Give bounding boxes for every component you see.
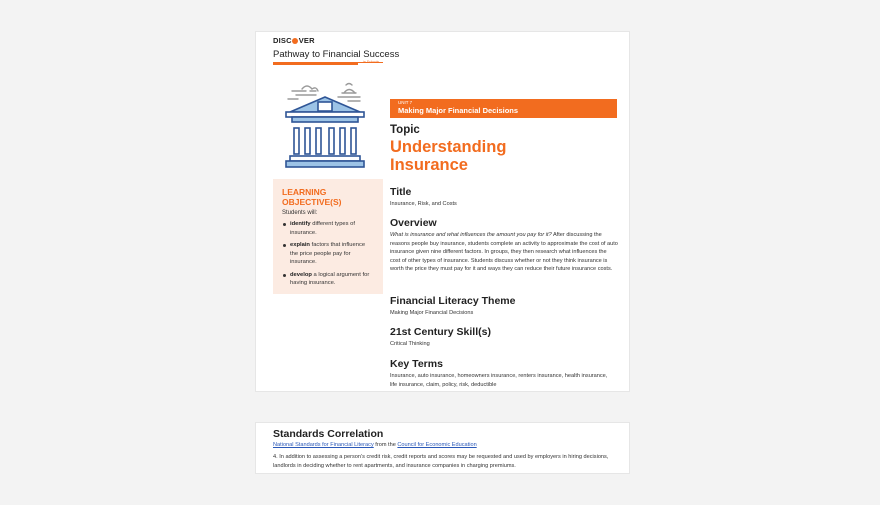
objective-text: different types of insurance. (290, 221, 355, 236)
topic-name-line-2: Insurance (390, 156, 468, 174)
unit-banner (390, 99, 617, 118)
learning-objectives-box (273, 179, 383, 294)
logo-dot (292, 38, 298, 44)
discover-logo (273, 36, 315, 45)
standards-source (273, 442, 477, 448)
lesson-page (255, 31, 630, 392)
logo-text-start: DISC (273, 36, 292, 45)
topic-heading: Topic (390, 124, 420, 136)
key-terms-heading: Key Terms (390, 358, 443, 370)
lesson-title-text: Insurance, Risk, and Costs (390, 201, 457, 207)
objective-text: factors that influence the price people pay for insurance. (290, 242, 366, 265)
list-item (282, 271, 374, 288)
theme-text: Making Major Financial Decisions (390, 310, 474, 316)
bank-building-icon (282, 82, 368, 174)
title-heading: Title (390, 186, 412, 198)
objective-text: a logical argument for having insurance. (290, 271, 370, 286)
key-terms-text: Insurance, auto insurance, homeowners insurance, renters insurance, health insurance, life insurance, claim, policy, risk, deductible (390, 373, 608, 388)
skills-text: Critical Thinking (390, 341, 430, 347)
overview-question: What is insurance and what influences the amount you pay for it? (390, 232, 552, 238)
learning-objectives-list (282, 220, 374, 288)
council-link[interactable]: Council for Economic Education (397, 442, 477, 448)
logo-text-end: VER (298, 36, 315, 45)
standards-heading: Standards Correlation (273, 428, 384, 440)
list-item (282, 220, 374, 237)
learning-objectives-title: LEARNING OBJECTIVE(S) (282, 187, 342, 207)
objective-verb: develop (290, 271, 312, 278)
unit-label: UNIT 7 (398, 100, 413, 105)
topic-name-line-1: Understanding (390, 138, 507, 156)
program-title: Pathway to Financial Success (273, 49, 400, 60)
national-standards-link[interactable]: National Standards for Financial Literacy (273, 442, 374, 448)
objective-verb: identify (290, 221, 311, 227)
topic-name (390, 138, 620, 174)
overview-body: After discussing the reasons people buy insurance, students complete an activity to approximate the cost of auto insurance given nine different factors. In groups, they then research what influences the cost of other types of insurance. Students discuss whether or not they think insurance is worth the price they must pay for it and ways they can reduce their future insurance costs. (390, 232, 618, 273)
overview-text (390, 231, 618, 274)
unit-title: Making Major Financial Decisions (398, 106, 519, 115)
learning-objectives-intro: Students will: (282, 210, 318, 216)
list-item (282, 241, 374, 267)
objective-verb: explain (290, 242, 310, 248)
theme-heading: Financial Literacy Theme (390, 295, 516, 307)
overview-heading: Overview (390, 217, 437, 229)
standards-text: 4. In addition to assessing a person’s credit risk, credit reports and scores may be requested and used by employers in hiring decisions, landlords in deciding whether to rent apartments, and insurance companies in charging premiums. (273, 454, 609, 469)
standards-page (255, 422, 630, 474)
brand-underline (273, 62, 358, 65)
standards-source-connector: from the (373, 442, 398, 448)
skills-heading: 21st Century Skill(s) (390, 326, 491, 338)
brand-tag: in Schools (363, 60, 380, 64)
